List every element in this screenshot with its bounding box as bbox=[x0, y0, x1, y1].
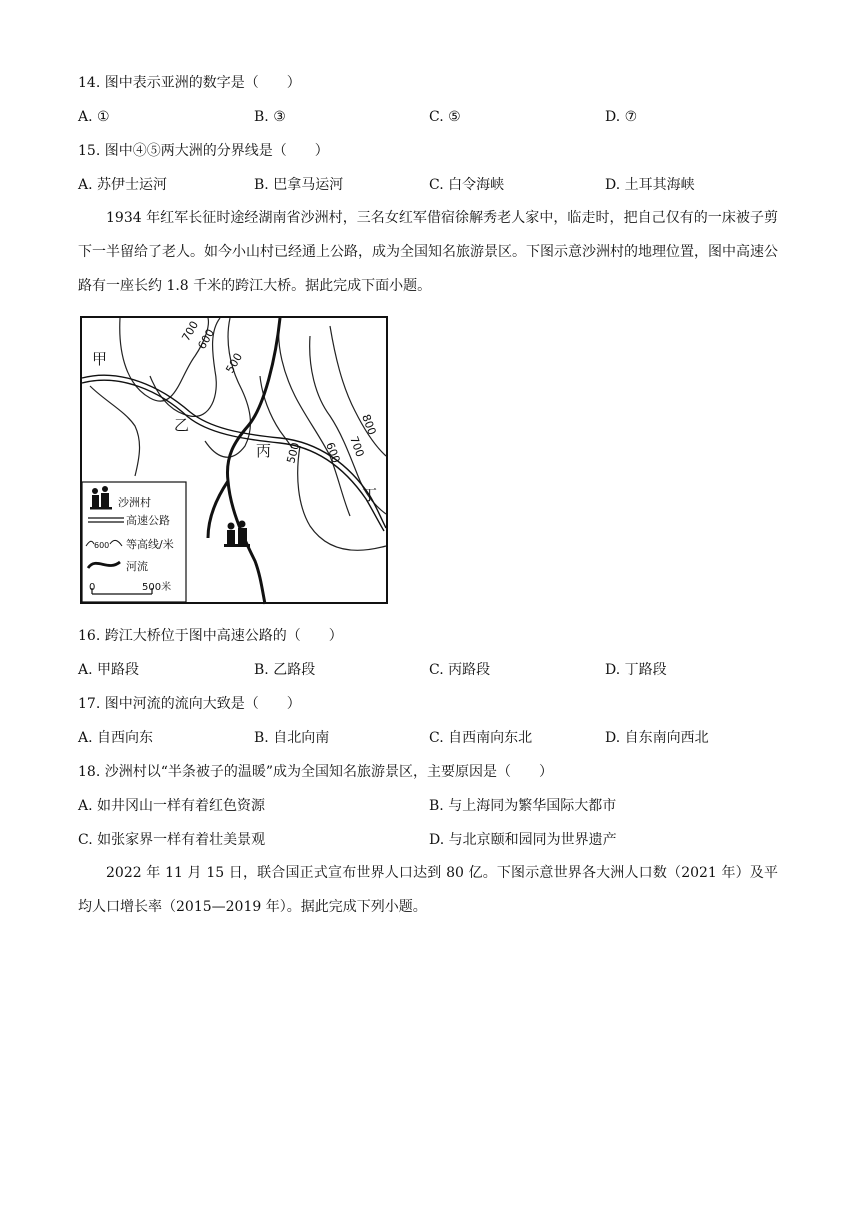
scale-zero: 0 bbox=[89, 582, 96, 593]
q14-option-a[interactable]: A. ① bbox=[78, 109, 110, 125]
passage-shazhou-text: 1934 年红军长征时途经湖南省沙洲村，三名女红军借宿徐解秀老人家中，临走时，把自己仅有的一床被子剪下一半留给了老人。如今小山村已经通上公路，成为全国知名旅游景区。下图示意沙洲村的地理位置，图中高速公路有一座长约 1.8 千米的跨江大桥。据此完成下面小题。 bbox=[78, 210, 778, 294]
q15-option-c[interactable]: C. 白令海峡 bbox=[429, 177, 505, 193]
contour-label-700: 700 bbox=[179, 318, 202, 344]
segment-label-bing: 丙 bbox=[256, 442, 272, 460]
segment-label-ding: 丁 bbox=[362, 486, 378, 504]
q16-option-c[interactable]: C. 丙路段 bbox=[429, 662, 491, 678]
q18-stem: 18. 沙洲村以“半条被子的温暖”成为全国知名旅游景区，主要原因是（ ） bbox=[78, 764, 554, 780]
q14-option-c[interactable]: C. ⑤ bbox=[429, 109, 461, 125]
q17-stem: 17. 图中河流的流向大致是（ ） bbox=[78, 696, 301, 712]
q16-options bbox=[78, 660, 778, 680]
legend-river-label: 河流 bbox=[126, 560, 148, 573]
q17-option-a[interactable]: A. 自西向东 bbox=[78, 730, 154, 746]
passage-population-text: 2022 年 11 月 15 日，联合国正式宣布世界人口达到 80 亿。下图示意世界各大洲人口数（2021 年）及平均人口增长率（2015—2019 年）。据此完成下列小题。 bbox=[78, 865, 778, 915]
legend-highway-label: 高速公路 bbox=[126, 514, 170, 527]
q18-option-b[interactable]: B. 与上海同为繁华国际大都市 bbox=[429, 798, 617, 814]
q17-options bbox=[78, 728, 778, 748]
scale-end: 500米 bbox=[142, 582, 172, 593]
q15-option-b[interactable]: B. 巴拿马运河 bbox=[254, 177, 344, 193]
map-legend bbox=[82, 482, 186, 602]
contour-label-600: 600 bbox=[195, 326, 218, 352]
q16-option-b[interactable]: B. 乙路段 bbox=[254, 662, 316, 678]
q16-option-d[interactable]: D. 丁路段 bbox=[605, 662, 667, 678]
q18-options-row2 bbox=[78, 830, 778, 850]
q15-options bbox=[78, 175, 778, 195]
q18-option-d[interactable]: D. 与北京颐和园同为世界遗产 bbox=[429, 832, 617, 848]
contour-label-500: 500 bbox=[223, 350, 246, 376]
contour-label-500-south: 500 bbox=[284, 441, 303, 465]
q14-option-b[interactable]: B. ③ bbox=[254, 109, 286, 125]
q14-options bbox=[78, 107, 778, 127]
q18-options-row1 bbox=[78, 796, 778, 816]
q16-option-a[interactable]: A. 甲路段 bbox=[78, 662, 140, 678]
passage-population bbox=[78, 856, 778, 924]
legend-village-label: 沙洲村 bbox=[118, 496, 151, 509]
q17-option-b[interactable]: B. 自北向南 bbox=[254, 730, 330, 746]
q18-option-a[interactable]: A. 如井冈山一样有着红色资源 bbox=[78, 798, 266, 814]
q14-stem: 14. 图中表示亚洲的数字是（ ） bbox=[78, 75, 301, 91]
segment-label-yi: 乙 bbox=[174, 416, 190, 434]
segment-label-jia: 甲 bbox=[92, 350, 108, 368]
contour-label-700-east: 700 bbox=[347, 434, 367, 459]
q18-option-c[interactable]: C. 如张家界一样有着壮美景观 bbox=[78, 832, 266, 848]
passage-shazhou bbox=[78, 201, 778, 303]
q15-option-d[interactable]: D. 土耳其海峡 bbox=[605, 177, 695, 193]
legend-contour-sample: 600 bbox=[94, 541, 110, 550]
q16-stem: 16. 跨江大桥位于图中高速公路的（ ） bbox=[78, 628, 343, 644]
q15-option-a[interactable]: A. 苏伊士运河 bbox=[78, 177, 168, 193]
shazhou-location-map bbox=[80, 316, 390, 606]
q15-stem: 15. 图中④⑤两大洲的分界线是（ ） bbox=[78, 143, 329, 159]
legend-contour-label: 等高线/米 bbox=[126, 538, 174, 551]
q14-option-d[interactable]: D. ⑦ bbox=[605, 109, 638, 125]
contour-label-600-east: 600 bbox=[323, 440, 343, 465]
q17-option-c[interactable]: C. 自西南向东北 bbox=[429, 730, 533, 746]
contour-label-800: 800 bbox=[359, 412, 379, 437]
q17-option-d[interactable]: D. 自东南向西北 bbox=[605, 730, 709, 746]
